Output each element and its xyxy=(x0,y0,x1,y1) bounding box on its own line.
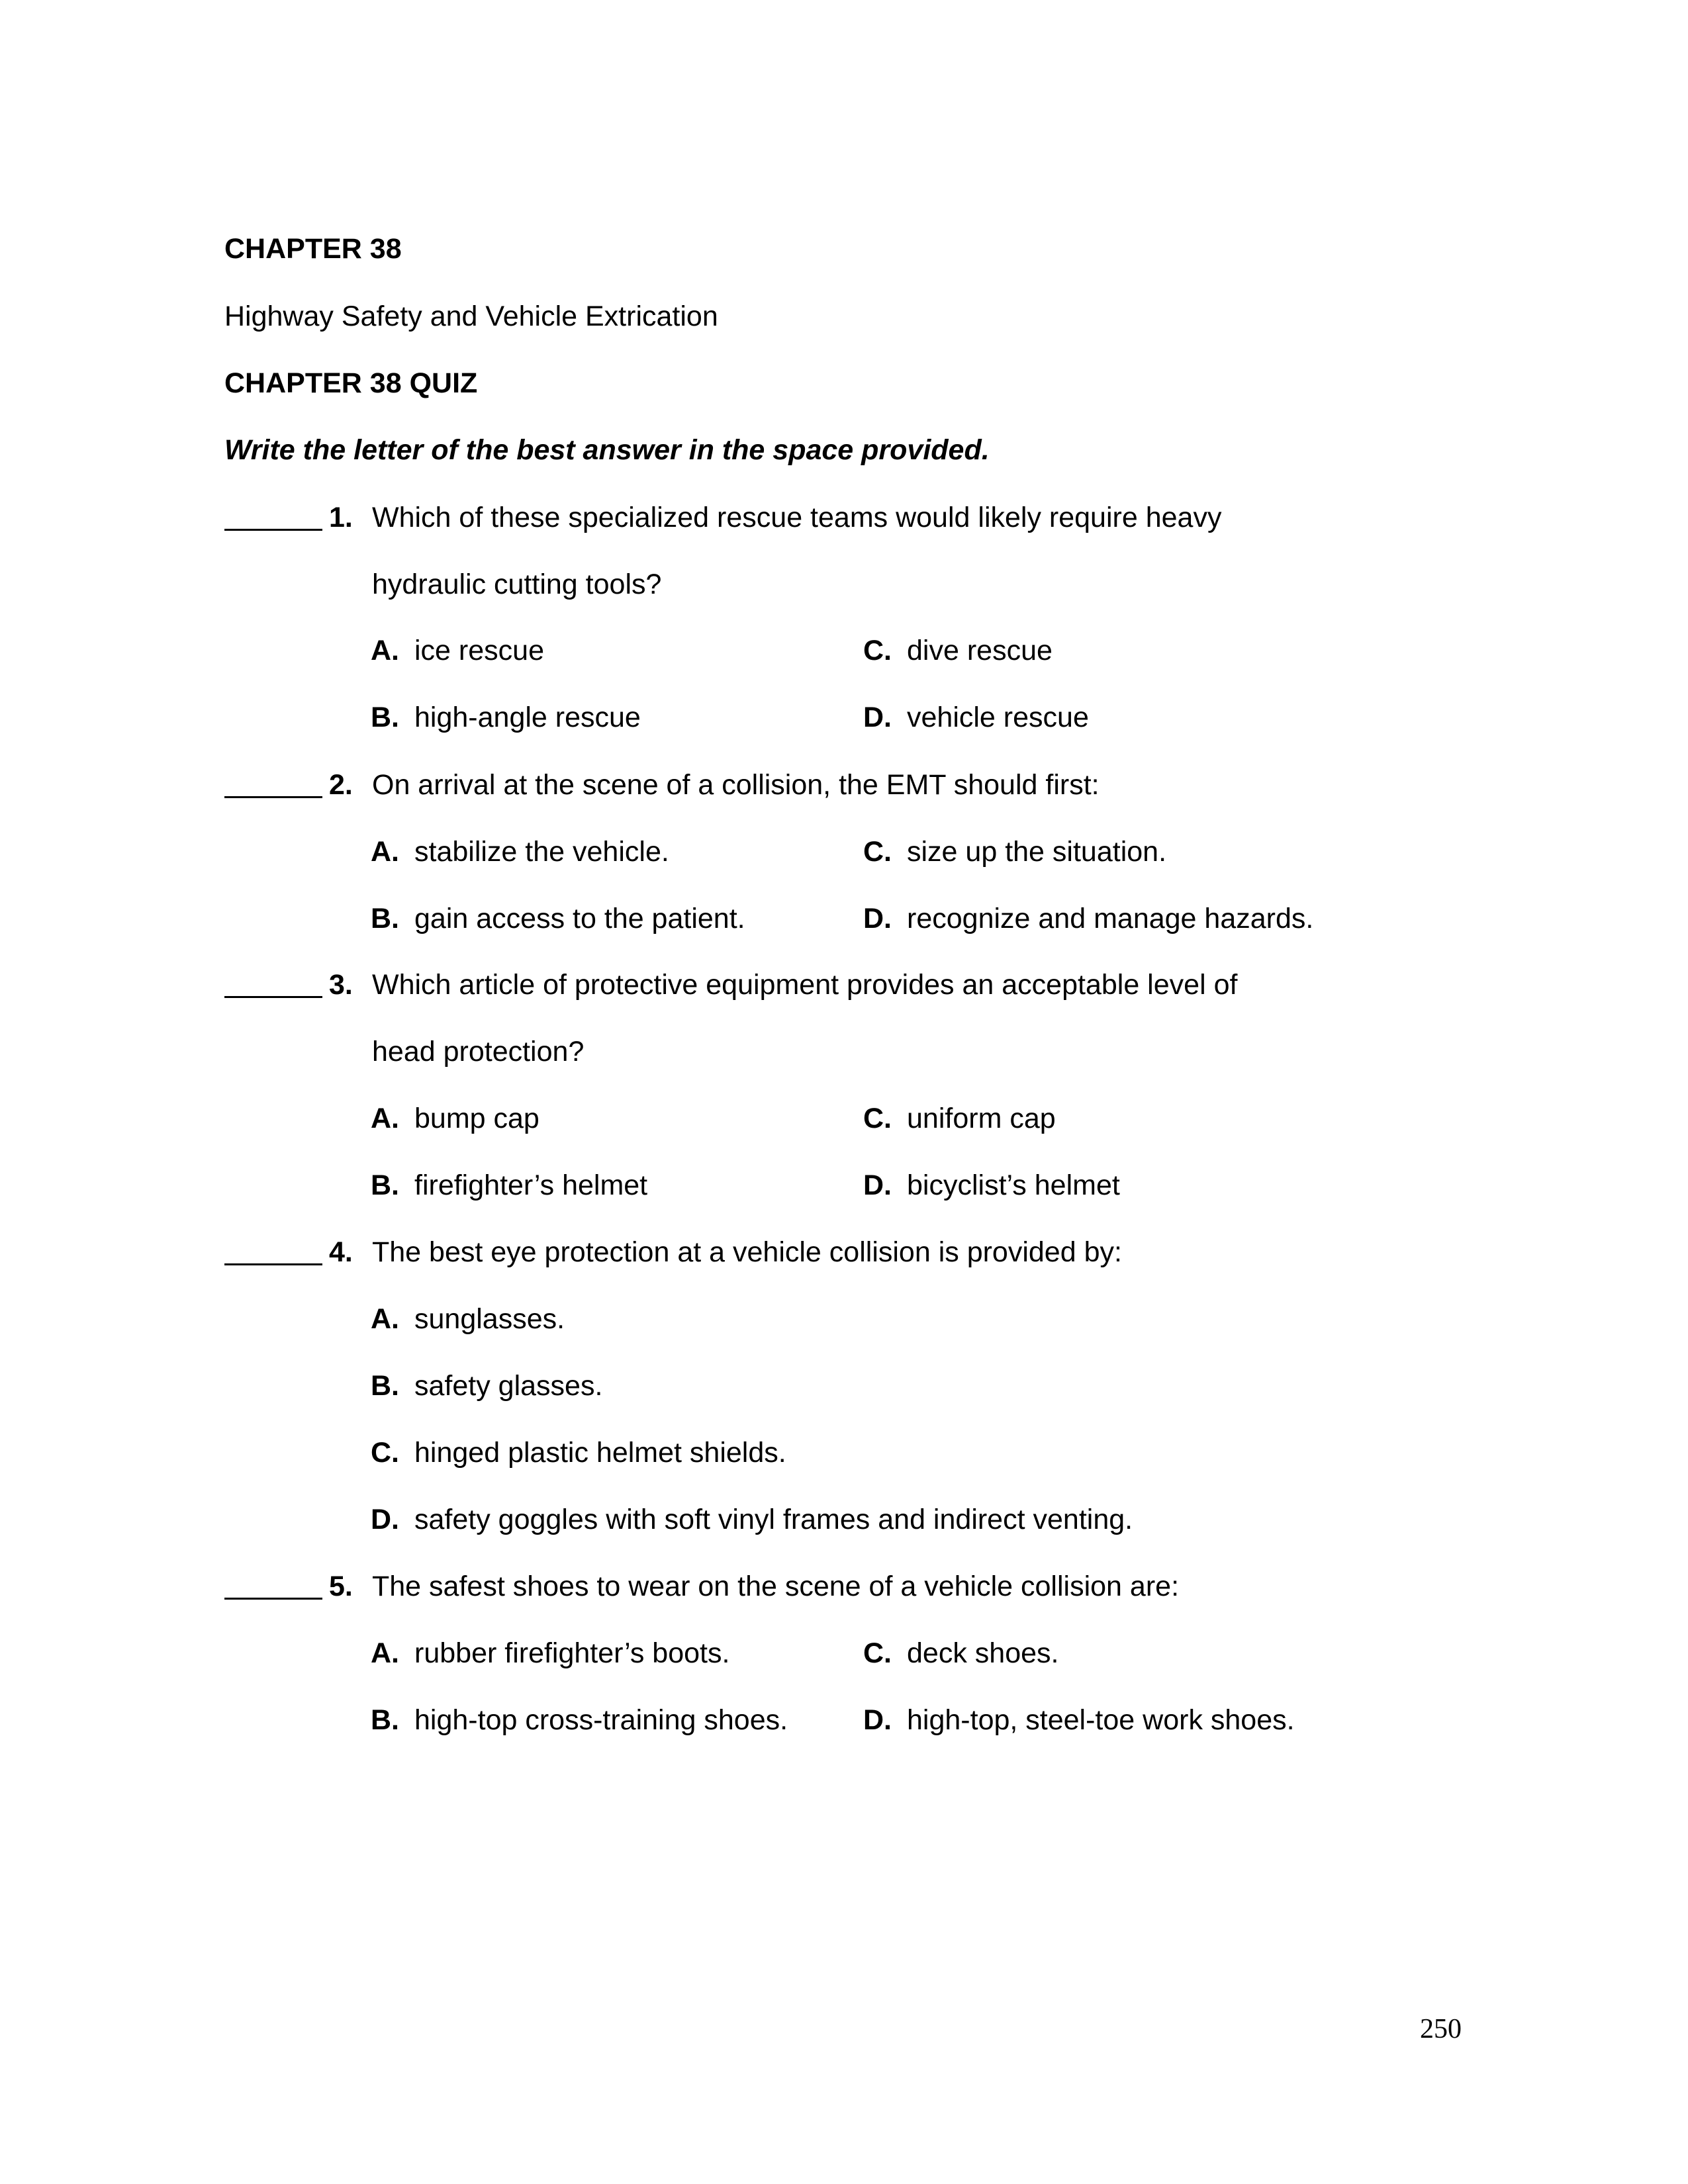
option-b: B. firefighter’s helmet xyxy=(371,1169,648,1201)
option-c: C. hinged plastic helmet shields. xyxy=(371,1437,786,1469)
answer-blank[interactable] xyxy=(224,1263,322,1265)
question-text: Which of these specialized rescue teams would likely require heavy xyxy=(372,502,1222,533)
question-text-continued: hydraulic cutting tools? xyxy=(372,569,662,600)
option-c: C. dive rescue xyxy=(863,635,1053,666)
option-d: D. vehicle rescue xyxy=(863,702,1089,733)
page-number: 250 xyxy=(1420,2014,1462,2044)
option-d: D. safety goggles with soft vinyl frames and indirect venting. xyxy=(371,1504,1133,1535)
option-b: B. gain access to the patient. xyxy=(371,903,745,934)
quiz-instructions: Write the letter of the best answer in the space provided. xyxy=(224,434,990,466)
option-b: B. high-top cross-training shoes. xyxy=(371,1704,788,1736)
option-d: D. high-top, steel-toe work shoes. xyxy=(863,1704,1295,1736)
answer-blank[interactable] xyxy=(224,796,322,798)
question-number: 5. xyxy=(329,1570,353,1602)
question-text: The best eye protection at a vehicle collision is provided by: xyxy=(372,1236,1122,1268)
question-number: 4. xyxy=(329,1236,353,1268)
option-c: C. deck shoes. xyxy=(863,1637,1059,1669)
question-text: On arrival at the scene of a collision, the EMT should first: xyxy=(372,769,1100,801)
option-b: B. high-angle rescue xyxy=(371,702,641,733)
option-a: A. ice rescue xyxy=(371,635,544,666)
option-d: D. recognize and manage hazards. xyxy=(863,903,1314,934)
question-number: 1. xyxy=(329,502,353,533)
answer-blank[interactable] xyxy=(224,1598,322,1600)
option-a: A. rubber firefighter’s boots. xyxy=(371,1637,730,1669)
option-d: D. bicyclist’s helmet xyxy=(863,1169,1120,1201)
option-a: A. stabilize the vehicle. xyxy=(371,836,669,868)
question-number: 2. xyxy=(329,769,353,801)
quiz-title: CHAPTER 38 QUIZ xyxy=(224,367,478,399)
question-text: Which article of protective equipment provides an acceptable level of xyxy=(372,969,1238,1001)
option-c: C. size up the situation. xyxy=(863,836,1167,868)
chapter-subtitle: Highway Safety and Vehicle Extrication xyxy=(224,300,718,332)
question-number: 3. xyxy=(329,969,353,1001)
option-b: B. safety glasses. xyxy=(371,1370,603,1402)
option-c: C. uniform cap xyxy=(863,1103,1056,1134)
question-text: The safest shoes to wear on the scene of a vehicle collision are: xyxy=(372,1570,1180,1602)
option-a: A. bump cap xyxy=(371,1103,539,1134)
answer-blank[interactable] xyxy=(224,996,322,998)
question-text-continued: head protection? xyxy=(372,1036,585,1068)
answer-blank[interactable] xyxy=(224,529,322,531)
option-a: A. sunglasses. xyxy=(371,1303,565,1335)
chapter-heading: CHAPTER 38 xyxy=(224,233,402,265)
